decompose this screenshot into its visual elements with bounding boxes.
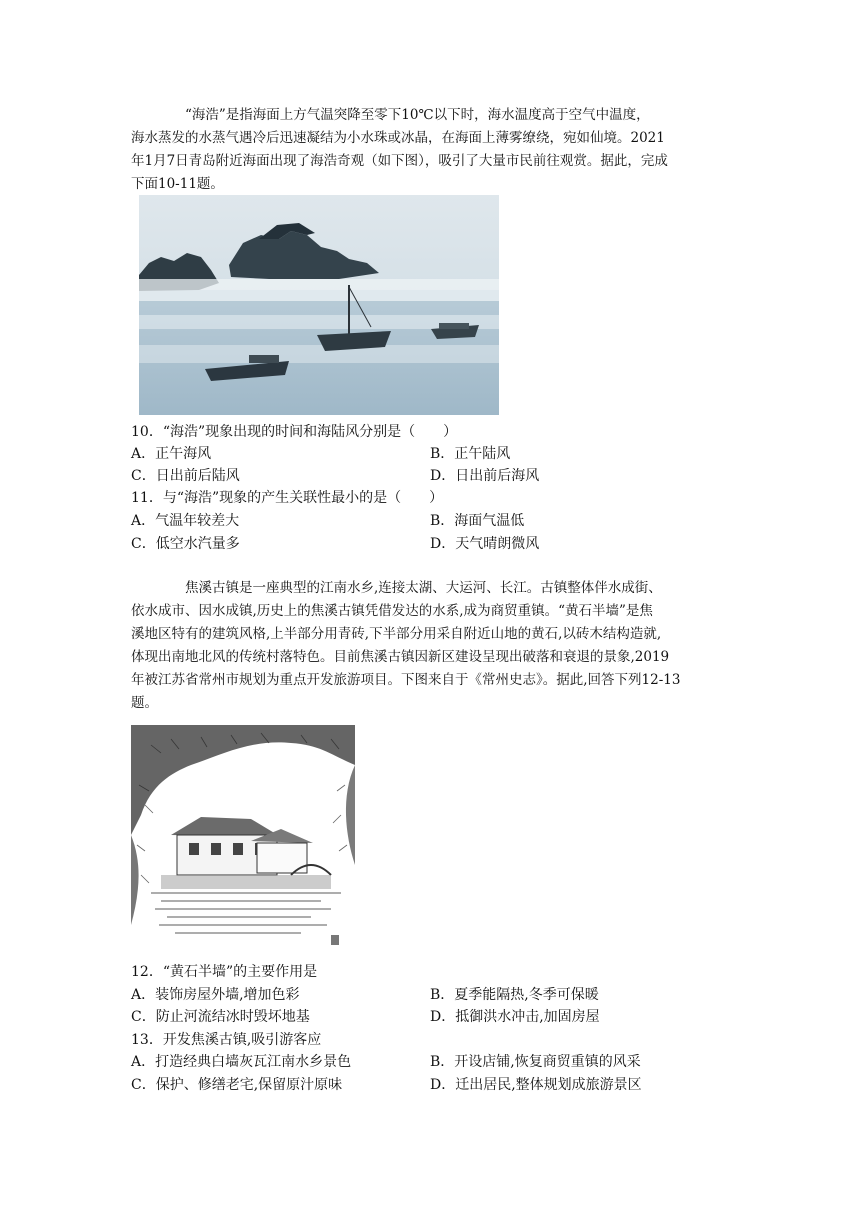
passage-line: 年被江苏省常州市规划为重点开发旅游项目。下图来自于《常州史志》。据此,回答下列12-13	[131, 672, 681, 688]
q10-option-d[interactable]: D．日出前后海风	[430, 468, 540, 484]
passage-jiaoxi	[131, 577, 731, 715]
passage-line: 焦溪古镇是一座典型的江南水乡,连接太湖、大运河、长江。古镇整体伴水成街、	[185, 580, 662, 596]
sea-smoke-photo	[139, 195, 499, 419]
passage-line: 体现出南地北风的传统村落特色。目前焦溪古镇因新区建设呈现出破落和衰退的景象,2019	[131, 649, 670, 665]
q13-option-a[interactable]: A．打造经典白墙灰瓦江南水乡景色	[131, 1054, 352, 1070]
q12-option-b[interactable]: B．夏季能隔热,冬季可保暖	[430, 987, 599, 1003]
q10-option-c[interactable]: C．日出前后陆风	[131, 468, 240, 484]
question-11-stem: 11．与“海浩”现象的产生关联性最小的是（ ）	[131, 490, 444, 506]
question-13-stem: 13．开发焦溪古镇,吸引游客应	[131, 1032, 322, 1048]
q13-option-b[interactable]: B．开设店铺,恢复商贸重镇的风采	[430, 1054, 641, 1070]
passage-line: 题。	[131, 695, 158, 711]
question-10-stem: 10．“海浩”现象出现的时间和海陆风分别是（ ）	[131, 424, 458, 440]
passage-line: 年1月7日青岛附近海面出现了海浩奇观（如下图），吸引了大量市民前往观赏。据此，完成	[131, 153, 668, 169]
q13-option-c[interactable]: C．保护、修缮老宅,保留原汁原味	[131, 1077, 343, 1093]
q12-option-d[interactable]: D．抵御洪水冲击,加固房屋	[430, 1009, 600, 1025]
passage-line: “海浩”是指海面上方气温突降至零下10℃以下时，海水温度高于空气中温度，	[185, 107, 650, 123]
question-12-stem: 12．“黄石半墙”的主要作用是	[131, 964, 318, 980]
passage-line: 下面10-11题。	[131, 176, 224, 192]
q11-option-a[interactable]: A．气温年较差大	[131, 513, 240, 529]
q12-option-c[interactable]: C．防止河流结冰时毁坏地基	[131, 1009, 310, 1025]
q11-option-d[interactable]: D．天气晴朗微风	[430, 536, 540, 552]
q11-option-b[interactable]: B．海面气温低	[430, 513, 525, 529]
water-town-sketch	[131, 725, 355, 955]
q10-option-b[interactable]: B．正午陆风	[430, 446, 511, 462]
q10-option-a[interactable]: A．正午海风	[131, 446, 212, 462]
passage-line: 依水成市、因水成镇,历史上的焦溪古镇凭借发达的水系,成为商贸重镇。“黄石半墙”是焦	[131, 603, 653, 619]
passage-haihao	[131, 104, 731, 196]
passage-line: 海水蒸发的水蒸气遇冷后迅速凝结为小水珠或冰晶，在海面上薄雾缭绕，宛如仙境。2021	[131, 130, 665, 146]
q13-option-d[interactable]: D．迁出居民,整体规划成旅游景区	[430, 1077, 642, 1093]
q11-option-c[interactable]: C．低空水汽量多	[131, 536, 240, 552]
passage-line: 溪地区特有的建筑风格,上半部分用青砖,下半部分用采自附近山地的黄石,以砖木结构造就,	[131, 626, 662, 642]
q12-option-a[interactable]: A．装饰房屋外墙,增加色彩	[131, 987, 300, 1003]
